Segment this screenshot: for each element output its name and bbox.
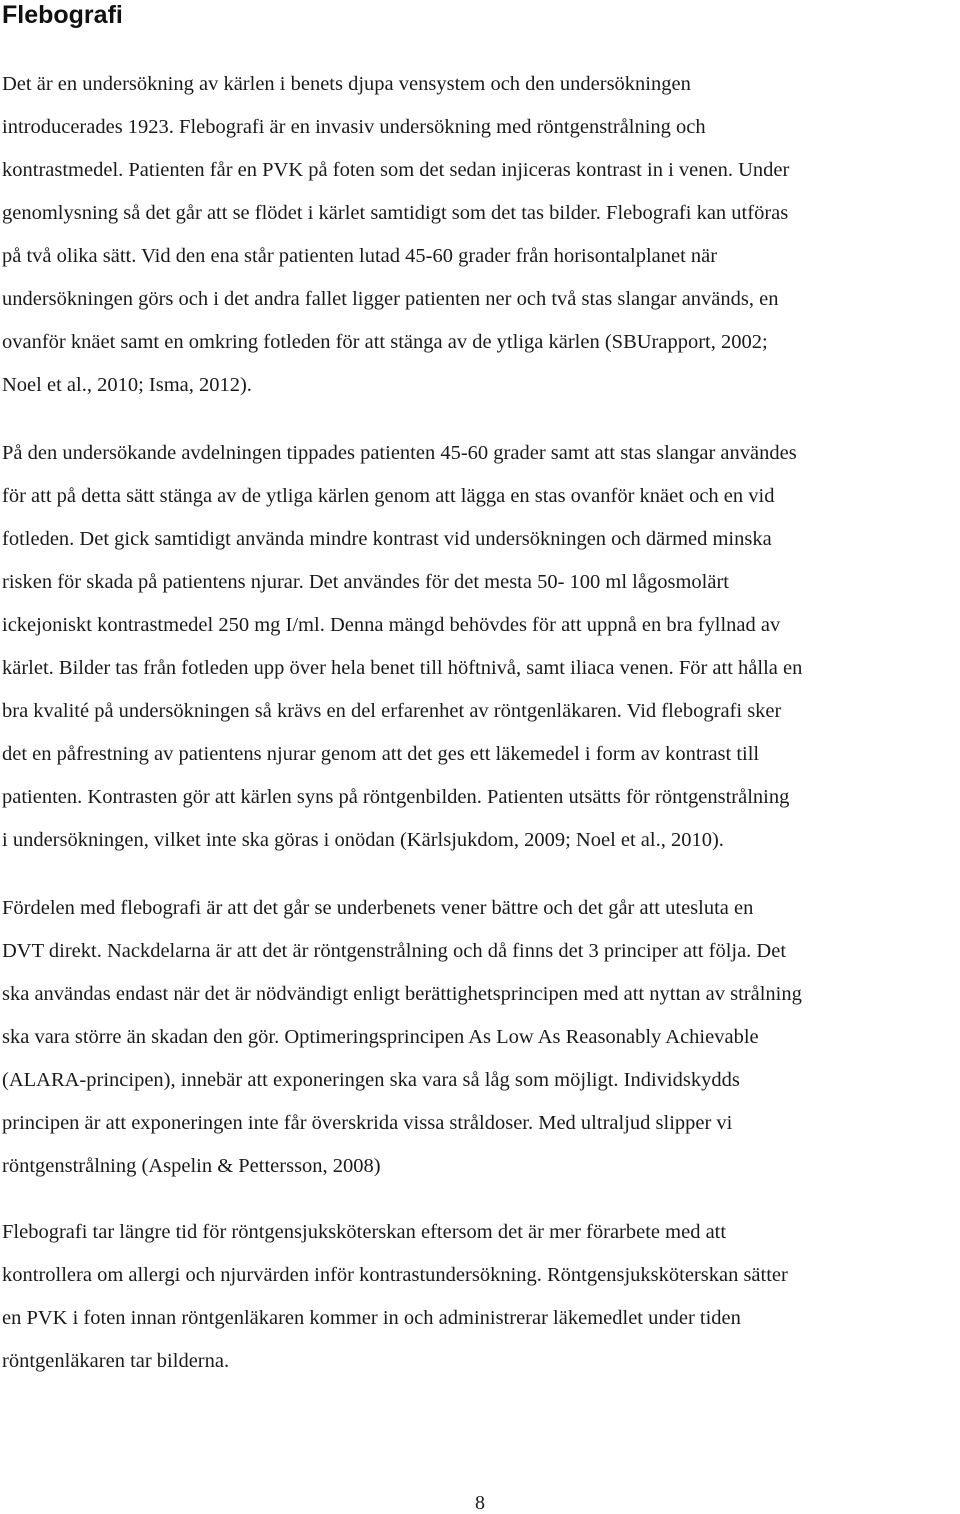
text-line: Flebografi tar längre tid för röntgensjuksköterskan eftersom det är mer förarbete med att (2, 1221, 727, 1243)
text-line: för att på detta sätt stänga av de ytliga kärlen genom att lägga en stas ovanför knäet och en vid (2, 485, 775, 507)
text-line: kärlet. Bilder tas från fotleden upp över hela benet till höftnivå, samt iliaca venen. För att hålla en (2, 657, 803, 679)
text-line: fotleden. Det gick samtidigt använda mindre kontrast vid undersökningen och därmed minska (2, 528, 772, 550)
text-line: undersökningen görs och i det andra fallet ligger patienten ner och två stas slangar används, en (2, 288, 779, 310)
text-line: patienten. Kontrasten gör att kärlen syns på röntgenbilden. Patienten utsätts för röntgenstrålning (2, 786, 790, 808)
text-line: kontrastmedel. Patienten får en PVK på foten som det sedan injiceras kontrast in i venen. Under (2, 159, 790, 181)
paragraph (2, 887, 958, 1188)
text-line: röntgenläkaren tar bilderna. (2, 1350, 230, 1372)
text-line: Noel et al., 2010; Isma, 2012). (2, 374, 252, 396)
text-line: Det är en undersökning av kärlen i benets djupa vensystem och den undersökningen (2, 73, 691, 95)
text-line: (ALARA-principen), innebär att exponeringen ska vara så låg som möjligt. Individskydds (2, 1069, 740, 1091)
text-line: i undersökningen, vilket inte ska göras i onödan (Kärlsjukdom, 2009; Noel et al., 2010). (2, 829, 724, 851)
text-line: kontrollera om allergi och njurvärden inför kontrastundersökning. Röntgensjuksköterskan sätter (2, 1264, 788, 1286)
paragraph (2, 432, 958, 862)
page-title: Flebografi (2, 1, 123, 29)
text-line: På den undersökande avdelningen tippades patienten 45-60 grader samt att stas slangar användes (2, 442, 797, 464)
text-line: introducerades 1923. Flebografi är en invasiv undersökning med röntgenstrålning och (2, 116, 706, 138)
text-line: DVT direkt. Nackdelarna är att det är röntgenstrålning och då finns det 3 principer att följa. Det (2, 940, 787, 962)
text-line: risken för skada på patientens njurar. Det användes för det mesta 50- 100 ml lågosmolärt (2, 571, 729, 593)
paragraph (2, 63, 958, 407)
text-line: principen är att exponeringen inte får överskrida vissa stråldoser. Med ultraljud slipper vi (2, 1112, 733, 1134)
text-line: bra kvalité på undersökningen så krävs en del erfarenhet av röntgenläkaren. Vid flebografi sker (2, 700, 782, 722)
paragraph (2, 1211, 958, 1383)
text-line: Fördelen med flebografi är att det går se underbenets vener bättre och det går att utesluta en (2, 897, 754, 919)
text-line: ska användas endast när det är nödvändigt enligt berättighetsprincipen med att nyttan av strålning (2, 983, 802, 1005)
text-line: ickejoniskt kontrastmedel 250 mg I/ml. Denna mängd behövdes för att uppnå en bra fyllnad av (2, 614, 781, 636)
text-line: på två olika sätt. Vid den ena står patienten lutad 45-60 grader från horisontalplanet när (2, 245, 718, 267)
text-line: ska vara större än skadan den gör. Optimeringsprincipen As Low As Reasonably Achievable (2, 1026, 759, 1048)
page-number: 8 (475, 1492, 485, 1514)
text-line: genomlysning så det går att se flödet i kärlet samtidigt som det tas bilder. Flebografi kan utföras (2, 202, 789, 224)
text-line: en PVK i foten innan röntgenläkaren kommer in och administrerar läkemedlet under tiden (2, 1307, 741, 1329)
text-line: röntgenstrålning (Aspelin & Pettersson, 2008) (2, 1155, 381, 1177)
text-line: det en påfrestning av patientens njurar genom att det ges ett läkemedel i form av kontrast till (2, 743, 760, 765)
text-line: ovanför knäet samt en omkring fotleden för att stänga av de ytliga kärlen (SBUrapport, 2002; (2, 331, 768, 353)
